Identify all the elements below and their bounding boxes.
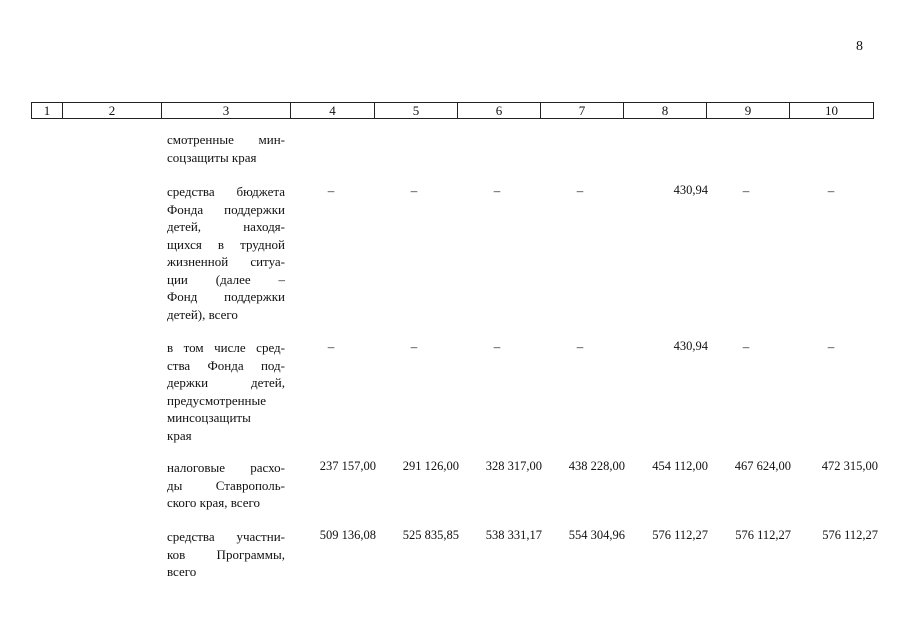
table-cell: – (410, 183, 418, 198)
row-label-line: ции (далее – (167, 271, 285, 287)
row-label-line: держки детей, (167, 375, 285, 390)
row-label-line: Фонд поддержки (167, 289, 285, 304)
row-label-line: предусмотренные (167, 392, 267, 408)
row-label-line: минсоцзащиты (167, 410, 251, 425)
table-cell: 430,94 (673, 339, 708, 353)
table-cell: – (576, 339, 584, 354)
table-cell: 509 136,08 (319, 528, 376, 542)
header-cell-1: 1 (32, 103, 63, 118)
row-label (167, 459, 285, 512)
row-label (167, 131, 285, 166)
table-cell: – (742, 339, 750, 354)
row-label-line: ского края, всего (167, 495, 261, 510)
header-cell-4: 4 (291, 103, 375, 118)
table-cell: 430,94 (673, 183, 708, 197)
table-cell: – (742, 183, 750, 198)
table-cell: – (493, 339, 501, 354)
header-cell-3: 3 (162, 103, 291, 118)
table-cell: 438 228,00 (568, 459, 625, 473)
table-cell: 237 157,00 (319, 459, 376, 473)
table-cell: 454 112,00 (652, 459, 708, 473)
row-label-line: Фонда поддержки (167, 201, 285, 217)
table-cell: – (327, 339, 335, 354)
row-label (167, 183, 285, 323)
table-cell: 576 112,27 (652, 528, 708, 542)
header-cell-9: 9 (707, 103, 790, 118)
row-label-line: соцзащиты края (167, 149, 257, 165)
row-label-line: ды Ставрополь- (167, 477, 285, 493)
row-label (167, 528, 285, 581)
page-number: 8 (856, 39, 863, 54)
header-cell-7: 7 (541, 103, 624, 118)
table-cell: 576 112,27 (735, 528, 791, 542)
row-label-line: детей, находя- (167, 219, 285, 234)
row-label-line: детей), всего (167, 306, 238, 322)
table-cell: – (493, 183, 501, 198)
header-cell-2: 2 (63, 103, 162, 118)
table-cell: 525 835,85 (402, 528, 459, 542)
row-label-line: налоговые расхо- (167, 460, 285, 475)
table-cell: – (827, 183, 835, 198)
table-cell: – (827, 339, 835, 354)
row-label-line: смотренные мин- (167, 132, 285, 147)
table-cell: – (410, 339, 418, 354)
row-label-line: всего (167, 564, 197, 579)
row-label-line: жизненной ситуа- (167, 254, 285, 269)
row-label-line: ства Фонда под- (167, 357, 285, 373)
row-label-line: щихся в трудной (167, 236, 285, 252)
table-cell: 467 624,00 (734, 459, 791, 473)
row-label-line: средства участни- (167, 529, 285, 544)
table-cell: – (327, 183, 335, 198)
row-label (167, 339, 285, 444)
row-label-line: в том числе сред- (167, 340, 285, 355)
table-cell: – (576, 183, 584, 198)
header-cell-8: 8 (624, 103, 707, 118)
table-cell: 538 331,17 (485, 528, 542, 542)
header-cell-5: 5 (375, 103, 458, 118)
table-cell: 291 126,00 (402, 459, 459, 473)
header-cell-10: 10 (825, 103, 838, 118)
header-cell-6: 6 (458, 103, 541, 118)
table-cell: 554 304,96 (568, 528, 625, 542)
row-label-line: средства бюджета (167, 184, 285, 199)
row-label-line: края (167, 427, 192, 443)
table-cell: 576 112,27 (822, 528, 878, 542)
table-cell: 328 317,00 (485, 459, 542, 473)
row-label-line: ков Программы, (167, 546, 285, 562)
table-header-row (31, 102, 874, 119)
table-cell: 472 315,00 (821, 459, 878, 473)
